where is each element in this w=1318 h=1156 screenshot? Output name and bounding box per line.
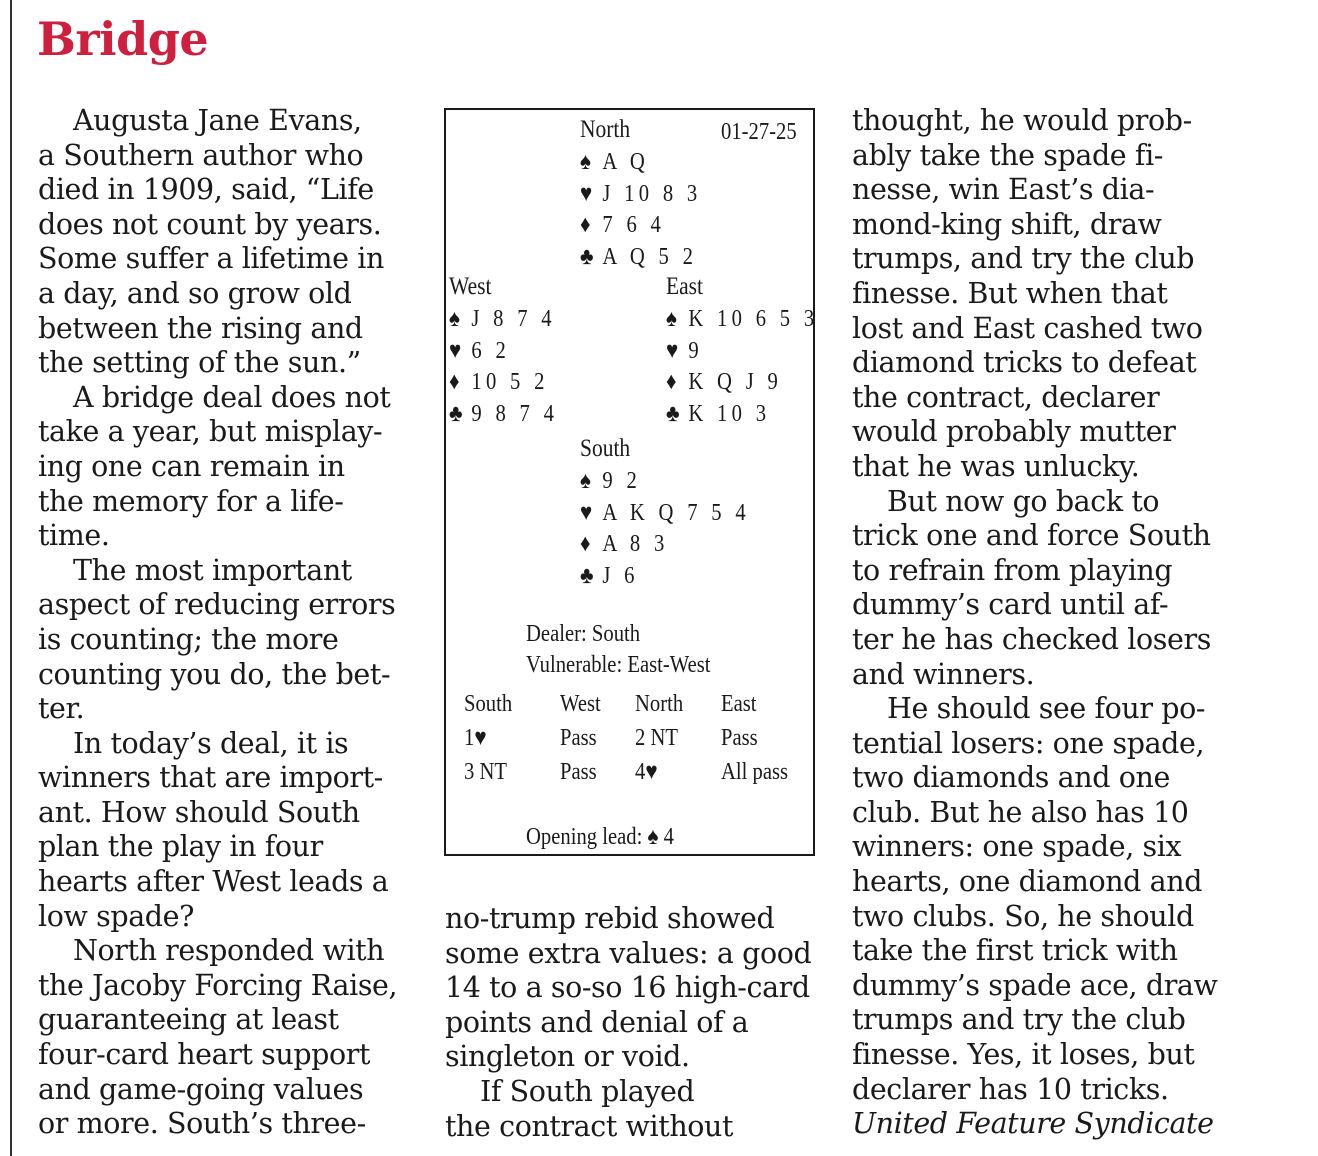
article-line: declarer has 10 tricks.: [852, 1072, 1169, 1106]
article-line: between the rising and: [38, 311, 363, 345]
hand-east-spades: [666, 305, 819, 333]
hand-west-spades: [449, 305, 556, 333]
card-holding: A 8 3: [602, 531, 669, 557]
card-holding: 9 2: [602, 468, 642, 494]
bid-cell: Pass: [721, 725, 758, 751]
deal-date: 01-27-25: [721, 119, 797, 145]
club-icon: ♣: [449, 400, 463, 427]
card-holding: J 10 8 3: [602, 180, 702, 207]
article-line: or more. South’s three-: [38, 1107, 366, 1141]
club-icon: ♣: [666, 400, 680, 427]
heart-icon: ♥: [580, 499, 593, 526]
card-holding: 9 8 7 4: [471, 400, 559, 427]
bidding-header: East: [721, 691, 757, 717]
article-line: aspect of reducing errors: [38, 588, 396, 622]
article-line: would probably mutter: [852, 415, 1176, 449]
article-line: some extra values: a good: [445, 936, 812, 970]
hand-north-label: North: [580, 116, 631, 143]
article-line: lost and East cashed two: [852, 311, 1203, 345]
article-line: died in 1909, said, “Life: [38, 173, 374, 207]
bidding-header: South: [464, 691, 513, 717]
article-line: low spade?: [38, 899, 194, 933]
article-line: trick one and force South: [852, 519, 1211, 553]
club-icon: ♣: [580, 243, 594, 270]
article-line: finesse. Yes, it loses, but: [852, 1038, 1195, 1072]
syndicate-credit: United Feature Syndicate: [852, 1107, 1214, 1141]
hand-west-hearts: [449, 337, 510, 365]
article-line: diamond tricks to defeat: [852, 346, 1197, 380]
card-holding: A Q: [602, 149, 650, 175]
hand-east-label: East: [666, 273, 704, 300]
article-line: that he was unlucky.: [852, 449, 1140, 483]
article-line: take the first trick with: [852, 934, 1178, 968]
article-line: A bridge deal does not: [73, 380, 391, 414]
heart-icon: ♥: [580, 180, 593, 207]
article-line: mond-king shift, draw: [852, 207, 1162, 241]
article-line: nesse, win East’s dia-: [852, 173, 1155, 207]
bid-cell: 2 NT: [635, 725, 678, 751]
article-line: and game-going values: [38, 1072, 364, 1106]
article-line: Augusta Jane Evans,: [73, 104, 362, 137]
article-line: trumps and try the club: [852, 1003, 1186, 1037]
page-title: Bridge: [37, 12, 209, 66]
spade-icon: ♠: [449, 306, 460, 332]
article-line: The most important: [73, 553, 352, 587]
hand-west-label: West: [449, 273, 492, 300]
hand-south-hearts: [580, 499, 750, 527]
left-column-rule: [10, 0, 12, 1156]
article-line: hearts, one diamond and: [852, 865, 1203, 899]
article-line: winners that are import-: [38, 761, 383, 795]
hand-north-diamonds: [580, 211, 665, 239]
card-holding: 9: [688, 337, 703, 364]
article-line: a day, and so grow old: [38, 276, 352, 310]
hand-south-label: South: [580, 435, 631, 462]
article-line: ter he has checked losers: [852, 622, 1211, 656]
article-line: plan the play in four: [38, 830, 323, 864]
article-line: two clubs. So, he should: [852, 899, 1194, 933]
article-line: two diamonds and one: [852, 761, 1170, 795]
card-holding: A K Q 7 5 4: [602, 499, 750, 526]
article-line: no-trump rebid showed: [445, 902, 775, 935]
dealer-info: Dealer: South: [526, 621, 641, 647]
heart-icon: ♥: [449, 337, 462, 364]
article-line: Some suffer a lifetime in: [38, 242, 384, 276]
article-line: points and denial of a: [445, 1005, 749, 1039]
card-holding: J 8 7 4: [471, 306, 556, 332]
article-line: ably take the spade fi-: [852, 138, 1164, 172]
heart-icon: ♥: [666, 337, 679, 364]
article-line: a Southern author who: [38, 138, 364, 172]
article-line: guaranteeing at least: [38, 1003, 339, 1037]
article-line: the Jacoby Forcing Raise,: [38, 968, 398, 1002]
opening-lead: Opening lead: ♠ 4: [526, 824, 674, 850]
hand-north-clubs: [580, 243, 697, 271]
article-column-2: [445, 902, 811, 1144]
diamond-icon: ♦: [580, 212, 591, 238]
hand-east-clubs: [666, 400, 770, 428]
article-line: dummy’s spade ace, draw: [852, 968, 1218, 1002]
card-holding: K 10 3: [688, 400, 771, 427]
article-line: finesse. But when that: [852, 276, 1168, 310]
article-line: ant. How should South: [38, 795, 360, 829]
article-line: does not count by years.: [38, 207, 382, 241]
bid-cell: 3 NT: [464, 759, 507, 785]
article-line: 14 to a so-so 16 high-card: [445, 971, 810, 1005]
article-line: hearts after West leads a: [38, 865, 389, 899]
card-holding: 6 2: [471, 337, 511, 364]
article-line: trumps, and try the club: [852, 242, 1195, 276]
vulnerability-info: Vulnerable: East-West: [526, 652, 711, 678]
article-line: But now go back to: [887, 484, 1160, 518]
bidding-header: North: [635, 691, 684, 717]
article-line: time.: [38, 519, 110, 553]
article-line: ing one can remain in: [38, 449, 345, 483]
hand-west-diamonds: [449, 368, 549, 396]
article-line: the memory for a life-: [38, 484, 344, 518]
article-line: the setting of the sun.”: [38, 346, 361, 380]
bidding-header: West: [560, 691, 601, 717]
article-line: to refrain from playing: [852, 553, 1173, 587]
spade-icon: ♠: [666, 306, 677, 332]
bid-cell: Pass: [560, 725, 597, 751]
diamond-icon: ♦: [449, 369, 460, 395]
article-line: take a year, but misplay-: [38, 415, 383, 449]
bid-cell: Pass: [560, 759, 597, 785]
hand-north-hearts: [580, 180, 702, 208]
bid-cell: 4♥: [635, 759, 658, 785]
article-line: In today’s deal, it is: [73, 726, 349, 760]
article-line: tential losers: one spade,: [852, 726, 1205, 760]
card-holding: K 10 6 5 3: [688, 306, 819, 332]
article-line: If South played: [480, 1074, 695, 1108]
card-holding: J 6: [602, 562, 639, 589]
article-line: North responded with: [73, 934, 385, 968]
hand-west-clubs: [449, 400, 558, 428]
article-line: and winners.: [852, 657, 1035, 691]
article-line: singleton or void.: [445, 1040, 690, 1074]
diamond-icon: ♦: [666, 369, 677, 395]
hand-east-hearts: [666, 337, 703, 365]
article-line: club. But he also has 10: [852, 795, 1189, 829]
article-column-1: [38, 104, 397, 1142]
article-line: ter.: [38, 692, 85, 726]
article-line: thought, he would prob-: [852, 104, 1192, 137]
article-line: dummy’s card until af-: [852, 588, 1169, 622]
article-line: He should see four po-: [887, 692, 1206, 726]
hand-east-diamonds: [666, 368, 782, 396]
hand-north-spades: [580, 148, 649, 176]
bid-cell: 1♥: [464, 725, 487, 751]
hand-south-diamonds: [580, 530, 669, 558]
card-holding: 10 5 2: [471, 369, 549, 395]
hand-south-clubs: [580, 562, 639, 590]
spade-icon: ♠: [580, 468, 591, 494]
diamond-icon: ♦: [580, 531, 591, 557]
article-line: four-card heart support: [38, 1038, 371, 1072]
bridge-deal-diagram: [444, 108, 819, 856]
bid-cell: All pass: [721, 759, 789, 785]
article-line: the contract without: [445, 1109, 734, 1143]
club-icon: ♣: [580, 562, 594, 589]
spade-icon: ♠: [580, 149, 591, 175]
article-line: is counting; the more: [38, 622, 339, 656]
card-holding: K Q J 9: [688, 369, 783, 395]
article-column-3: [852, 104, 1218, 1142]
article-line: the contract, declarer: [852, 380, 1160, 414]
card-holding: A Q 5 2: [602, 243, 698, 270]
card-holding: 7 6 4: [602, 212, 666, 238]
article-line: counting you do, the bet-: [38, 657, 391, 691]
hand-south-spades: [580, 467, 641, 495]
article-line: winners: one spade, six: [852, 830, 1182, 864]
